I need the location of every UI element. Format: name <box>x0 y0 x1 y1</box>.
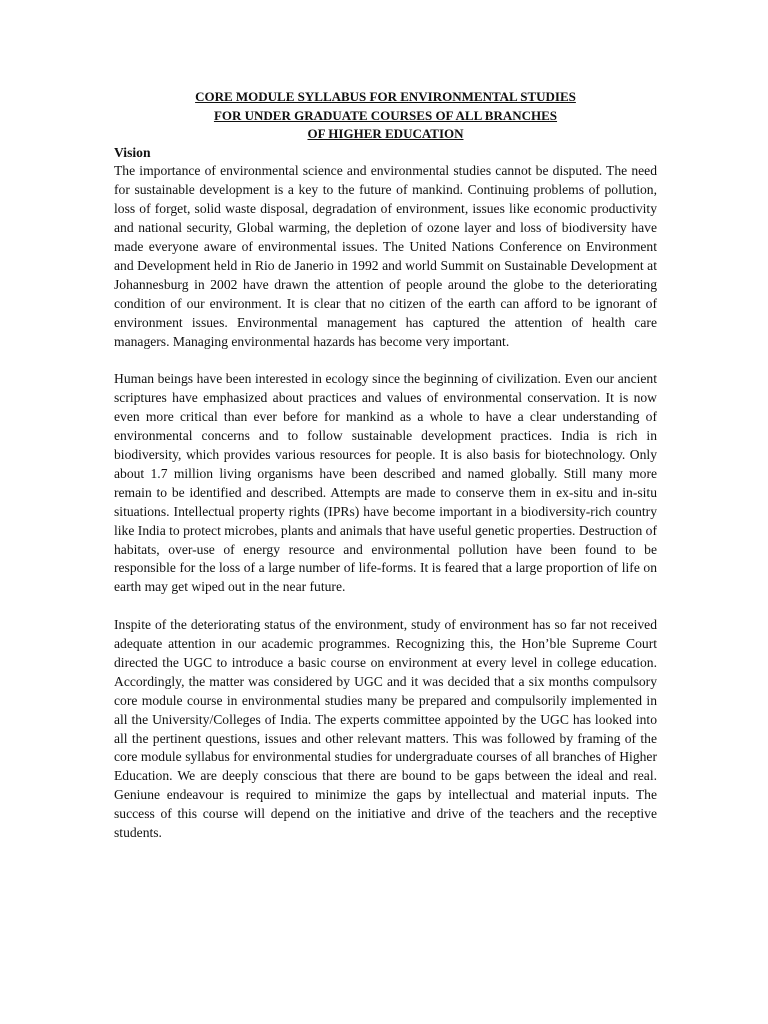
paragraph-2: Human beings have been interested in ecology since the beginning of civilization. Even our ancient scriptures have emphasized about practices and values of environmental conservation. It is now even more critical than ever before for mankind as a whole to have a clear understanding of environmental concerns and to follow sustainable development practices. India is rich in biodiversity, which provides various resources for people. It is also basis for biotechnology. Only about 1.7 million living organisms have been described and named globally. Still many more remain to be identified and described. Attempts are made to conserve them in ex-situ and in-situ situations. Intellectual property rights (IPRs) have become important in a biodiversity-rich country like India to protect microbes, plants and animals that have useful genetic properties. Destruction of habitats, over-use of energy resource and environmental pollution have been found to be responsible for the loss of a large number of life-forms. It is feared that a large proportion of life on earth may get wiped out in the near future. <box>114 371 657 595</box>
title-line-2: FOR UNDER GRADUATE COURSES OF ALL BRANCHES <box>213 107 558 123</box>
paragraph-3: Inspite of the deteriorating status of the environment, study of environment has so far not received adequate attention in our academic programmes. Recognizing this, the Hon’ble Supreme Court directed the UGC to introduce a basic course on environment at every level in college education. Accordingly, the matter was considered by UGC and it was decided that a six months compulsory core module course in environmental studies many be prepared and compulsorily implemented in all the University/Colleges of India. The experts committee appointed by the UGC has looked into all the pertinent questions, issues and other relevant matters. This was followed by framing of the core module syllabus for environmental studies for undergraduate courses of all branches of Higher Education. We are deeply conscious that there are bound to be gaps between the ideal and real. Geniune endeavour is required to minimize the gaps by intellectual and material inputs. The success of this course will depend on the initiative and drive of the teachers and the receptive students. <box>114 617 657 841</box>
document-title <box>114 88 657 144</box>
document-page <box>114 88 657 843</box>
section-heading-vision: Vision <box>114 144 151 160</box>
title-line-3: OF HIGHER EDUCATION <box>307 126 464 141</box>
title-line-1: CORE MODULE SYLLABUS FOR ENVIRONMENTAL STUDIES <box>195 89 576 104</box>
paragraph-1: The importance of environmental science and environmental studies cannot be disputed. The need for sustainable development is a key to the future of mankind. Continuing problems of pollution, loss of forget, solid waste disposal, degradation of environment, issues like economic productivity and national security, Global warming, the depletion of ozone layer and loss of biodiversity have made everyone aware of environmental issues. The United Nations Conference on Environment and Development held in Rio de Janerio in 1992 and world Summit on Sustainable Development at Johannesburg in 2002 have drawn the attention of people around the globe to the deteriorating condition of our environment. It is clear that no citizen of the earth can afford to be ignorant of environment issues. Environmental management has captured the attention of health care managers. Managing environmental hazards has become very important. <box>114 163 657 349</box>
